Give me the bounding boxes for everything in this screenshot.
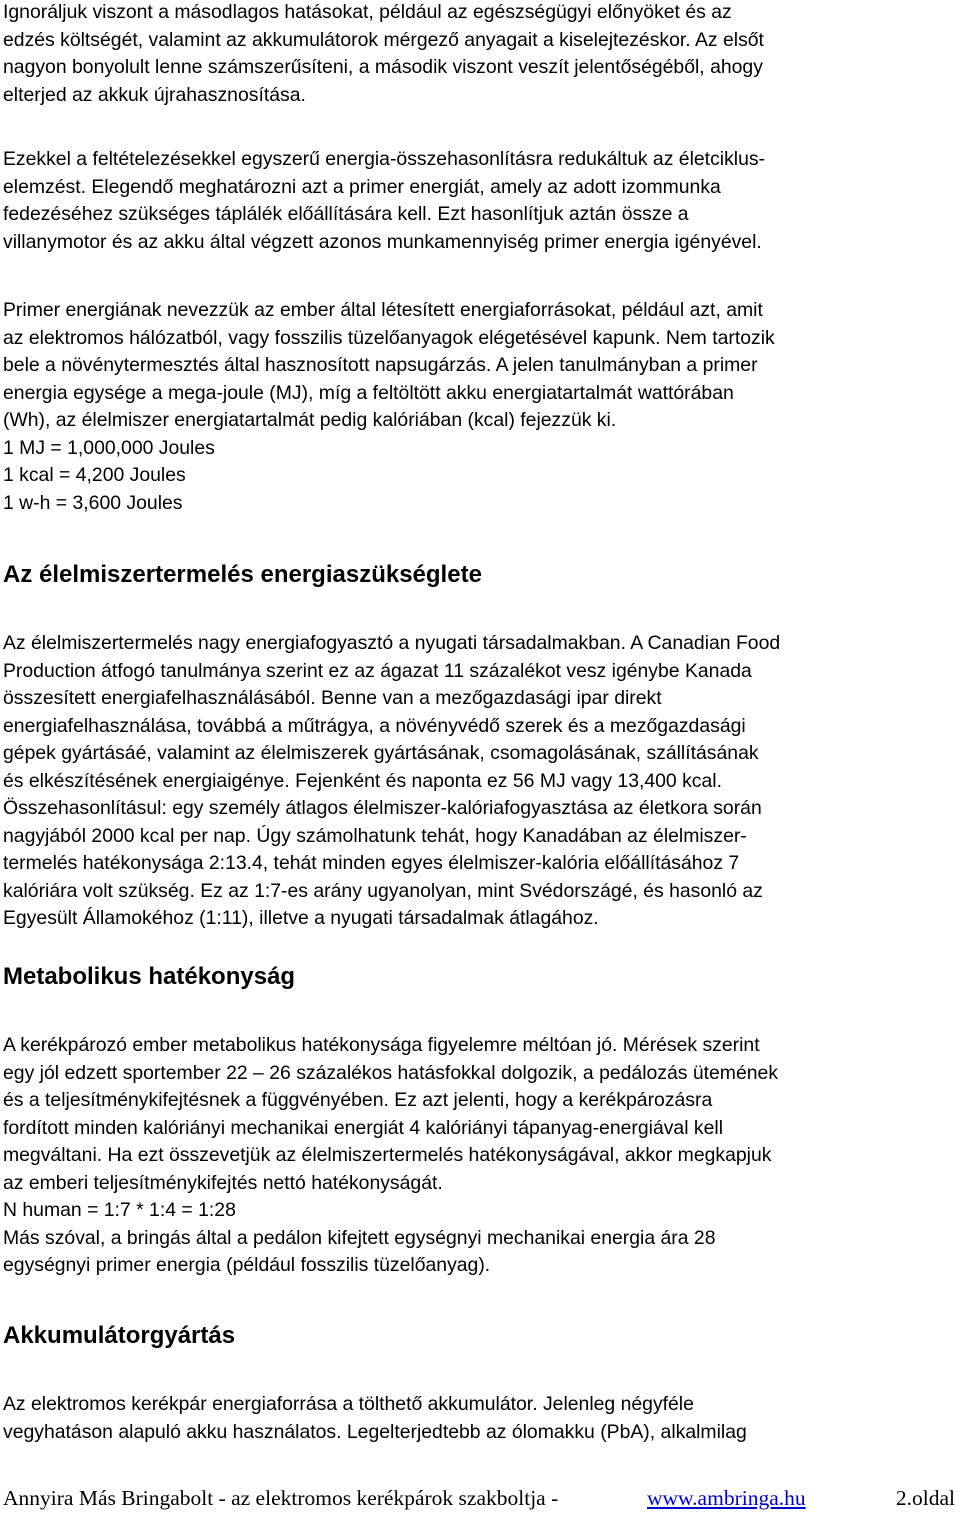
paragraph-secondary-effects: Ignoráljuk viszont a másodlagos hatásokat, például az egészségügyi előnyöket és az edzés költségét, valamint az akkumulátorok mérgező anyagait a kiselejtezéskor. Az elsőt nagyon bonyolult lenne számszerűsíteni, a második viszont veszít jelentőségéből, ahogy elterjed az akkuk újrahasznosítása. [3,1,764,106]
paragraph-food-production: Az élelmiszertermelés nagy energiafogyasztó a nyugati társadalmakban. A Canadian Food Production átfogó tanulmánya szerint ez az ágazat 11 százalékot vesz igénybe Kanada összesített energiafelhasználásából. Benne van a mezőgazdasági ipar direkt energiafelhasználása, továbbá a műtrágya, a növényvédő szerek és a mezőgazdasági gépek gyártásáé, valamint az élelmiszerek gyártásának, csomagolásának, szállításának és elkészítésének energiaigénye. Fejenként és naponta ez 56 MJ vagy 13,400 kcal. Összehasonlításul: egy személy átlagos élelmiszer-kalóriafogyasztása az életkora során nagyjából 2000 kcal per nap. Úgy számolhatunk tehát, hogy Kanadában az élelmiszer- termelés hatékonysága 2:13.4, tehát minden egyes élelmiszer-kalória előállításához 7 kalóriára volt szükség. Ez az 1:7-es arány ugyanolyan, mint Svédországé, és hasonló az Egyesült Államokéhoz (1:11), illetve a nyugati társadalmak átlagához. [3,632,781,929]
heading-metabolic-efficiency: Metabolikus hatékonyság [3,963,296,990]
footer-page-number: 2.oldal [895,1486,955,1510]
paragraph-energy-comparison: Ezekkel a feltételezésekkel egyszerű energia-összehasonlításra redukáltuk az életciklus- elemzést. Elegendő meghatározni azt a primer energiát, amely az adott izommunka fedezéséhez szükséges táplálék előállítására kell. Ezt hasonlítjuk aztán össze a villanymotor és az akku által végzett azonos munkamennyiség primer energia igényével. [3,148,766,253]
heading-battery-production: Akkumulátorgyártás [3,1322,236,1349]
heading-food-production-energy: Az élelmiszertermelés energiaszükséglete [3,561,482,588]
paragraph-metabolic-efficiency: A kerékpározó ember metabolikus hatékonysága figyelemre méltóan jó. Mérések szerint egy jól edzett sportember 22 – 26 százalékos hatásfokkal dolgozik, a pedálozás ütemének és a teljesítménykifejtésnek a függvényében. Ez azt jelenti, hogy a kerékpározásra fordított minden kalóriányi mechanikai energiát 4 kalóriányi tápanyag-energiával kell megváltani. Ha ezt összevetjük az élelmiszertermelés hatékonyságával, akkor megkapjuk az emberi teljesítménykifejtés nettó hatékonyságát. N human = 1:7 * 1:4 = 1:28 Más szóval, a bringás által a pedálon kifejtett egységnyi mechanikai energia ára 28 egységnyi primer energia (például fosszilis tüzelőanyag). [3,1034,779,1276]
footer-shop-text: Annyira Más Bringabolt - az elektromos kerékpárok szakboltja - [3,1486,559,1510]
paragraph-battery: Az elektromos kerékpár energiaforrása a tölthető akkumulátor. Jelenleg négyféle vegyhatáson alapuló akku használatos. Legelterjedtebb az ólomakku (PbA), alkalmilag [3,1393,747,1443]
footer-website-link[interactable]: www.ambringa.hu [647,1486,806,1510]
paragraph-primary-energy: Primer energiának nevezzük az ember által létesített energiaforrásokat, például azt, amit az elektromos hálózatból, vagy fosszilis tüzelőanyagok elégetésével kapunk. Nem tartozik bele a növénytermesztés által hasznosított napsugárzás. A jelen tanulmányban a primer energia egysége a mega-joule (MJ), míg a feltöltött akku energiatartalmát wattórában (Wh), az élelmiszer energiatartalmát pedig kalóriában (kcal) fejezzük ki. 1 MJ = 1,000,000 Joules 1 kcal = 4,200 Joules 1 w-h = 3,600 Joules [3,299,775,514]
